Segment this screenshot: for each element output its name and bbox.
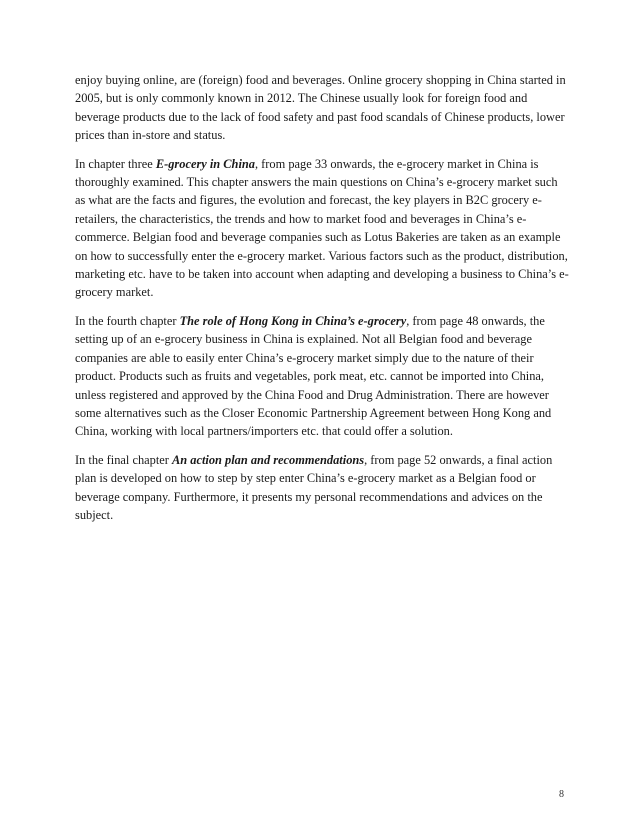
paragraph-text: , from page 48 onwards, the setting up of an e-grocery business in China is explained. Not all Belgian food and beverage companies are able to easily enter China’s e-grocery market simply due to the nature of their product. Products such as fruits and vegetables, pork meat, etc. cannot be imported into China, unless registered and approved by the China Food and Drug Administration. There are however some alternatives such as the Closer Economic Partnership Agreement between Hong Kong and China, working with local partners/importers etc. that could offer a solution. xyxy=(75,313,552,439)
page-number: 8 xyxy=(559,789,564,800)
paragraph-text: , from page 52 onwards, a final action plan is developed on how to step by step enter China’s e-grocery market as a Belgian food or beverage company. Furthermore, it presents my personal recommendations and advices on the subject. xyxy=(75,452,553,522)
chapter-title-e-grocery-in-china: E-grocery in China xyxy=(155,156,255,171)
paragraph-final-chapter xyxy=(75,451,569,525)
paragraph-chapter-three xyxy=(75,155,569,302)
chapter-title-action-plan: An action plan and recommendations xyxy=(172,452,365,467)
paragraph-lead: In chapter three xyxy=(75,156,156,171)
paragraph-chapter-four xyxy=(75,312,569,441)
paragraph-intro-continuation xyxy=(75,71,569,145)
paragraph-lead: In the fourth chapter xyxy=(75,313,180,328)
paragraph-lead: In the final chapter xyxy=(75,452,173,467)
chapter-title-role-of-hong-kong: The role of Hong Kong in China’s e-grocery xyxy=(179,313,407,328)
paragraph-text: enjoy buying online, are (foreign) food and beverages. Online grocery shopping in China started in 2005, but is only commonly known in 2012. The Chinese usually look for foreign food and beverage products due to the lack of food safety and past food scandals of Chinese products, lower prices than in-store and status. xyxy=(75,73,566,143)
paragraph-text: , from page 33 onwards, the e-grocery market in China is thoroughly examined. This chapter answers the main questions on China’s e-grocery market such as what are the facts and figures, the evolution and forecast, the key players in B2C grocery e-retailers, the characteristics, the trends and how to market food and beverages in China’s e-commerce. Belgian food and beverage companies such as Lotus Bakeries are taken as an example on how to successfully enter the e-grocery market. Various factors such as the product, distribution, marketing etc. have to be taken into account when adapting and developing a business to China’s e-grocery market. xyxy=(75,156,569,300)
body-text xyxy=(75,71,569,534)
